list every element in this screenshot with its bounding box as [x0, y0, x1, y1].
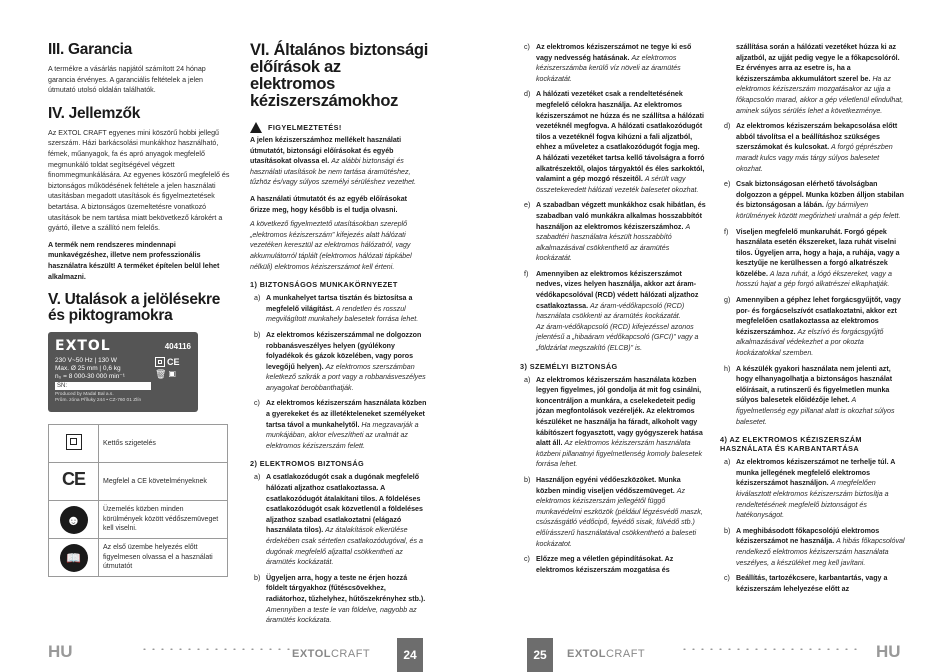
brand-right: EXTOLCRAFT	[567, 648, 646, 660]
page-number-right: 25	[527, 638, 553, 672]
model-number: 404116	[164, 341, 191, 351]
list-item: a) A csatlakozódugót csak a dugónak megfelelő hálózati aljzathoz csatlakoztassa. A csatlakozódugót átalakítani tilos. A földeléses csatlakozódugót csak közvetlenül a földeléses aljzathoz szabad csatlakoztatni (elágazó használata tilos). Az átalakítások elkerülése érdekében csak sértetlen csatlakozódugóval, és a dugónak megfelelő aljzattal csökkentheti az áramütés kockázatát.	[254, 473, 423, 567]
list-item: d) Az elektromos kéziszerszám bekapcsolása előtt abból távolítsa el a beállításhoz szükséges szerszámokat és kulcsokat. A forgó géprészben maradt kulcs vagy más tárgy súlyos balesetet okozhat.	[724, 122, 898, 173]
list-item: d) A hálózati vezetéket csak a rendeltetésének megfelelő célokra használja. Az elektromos kéziszerszámot ne húzza és ne szállítsa a hálózati vezetéknél megfogva. A hálózati csatlakozódugót tilos a vezetéknél fogva kihúzni a fali aljzatból, ehhez a műveletez a csatlakozódugót fogja meg. A hálózati vezetéket tartsa kellő távolságra a forró alkatrészektől, olajos tárgyaktól és éles sarkoktól, valamint a gép mozgó részeitől. A sérült vagy összetekeredett hálózati vezeték balesetet okozhat.	[524, 90, 705, 194]
list-item: c) Beállítás, tartozékcsere, karbantartás, vagy a kéziszerszám lehelyezése előtt az	[724, 574, 888, 593]
footer-dots-left	[140, 648, 290, 650]
list-item: f) Amennyiben az elektromos kéziszerszámot nedves, vizes helyen használja, akkor azt áram-védőkapcsolóval (RCD) védett hálózati aljzathoz csatlakoztassa. Az áram-védőkapcsoló (RCD) használata csökkenti az áramütés kockázatát. Az áram-védőkapcsoló (RCD) kifejezéssel azonos jelentésű a „hibaáram védőkapcsoló (GFCI)” vagy a „földzárlat megszakító (ELCB)” is.	[524, 269, 699, 353]
garancia-title: III. Garancia	[48, 41, 132, 58]
keep-bold: A használati útmutatót és az egyéb előírásokat őrizze meg, hogy később is el tudja olvasni.	[250, 194, 408, 214]
section-2-heading: 2) ELEKTROMOS BIZTONSÁG	[250, 459, 365, 469]
label-line3: n₀ = 8 000-30 000 min⁻¹	[55, 373, 125, 381]
right-column-2	[720, 42, 906, 599]
list-item: b) A meghibásodott főkapcsolójú elektromos kéziszerszámot ne használja. A hibás főkapcsolóval rendelkező elektromos kéziszerszám használata veszélyes, a készüléket meg kell javítani.	[724, 526, 905, 567]
list-item: f) Viseljen megfelelő munkaruhát. Forgó gépek használata esetén ékszereket, laza ruhát viselni tilos. Ügyeljen arra, hogy a haja, a ruhája, vagy a kesztyűje ne kerülhessen a forgó alkatrészek közelébe. A laza ruhát, a lógó ékszereket, vagy a hosszú hajat a gép forgó alkatrészei elkaphatják.	[724, 227, 900, 289]
left-column	[48, 42, 230, 577]
list-item: c) Az elektromos kéziszerszámot ne tegye ki eső vagy nedvesség hatásának. Az elektromos kéziszerszámba kerülő víz növeli az áramütés kockázatát.	[524, 43, 692, 83]
pictogram-row	[49, 425, 228, 463]
pictogram-row	[49, 501, 228, 539]
right-column-1	[520, 42, 706, 580]
garancia-text: A termékre a vásárlás napjától számított 24 hónap garancia érvényes. A garanciális feltételek a jelen útmutató utolsó oldalán találhatók.	[48, 65, 206, 95]
list-item: g) Amennyiben a géphez lehet forgácsgyűjtőt, vagy por- és forgácselszívót csatlakoztatni, akkor ezt megfelelően csatlakoztassa az elektromos kéziszerszámhoz. Az elszívó és forgácsgyűjtő alkalmazásával védekezhet a por okozta kockázatokkal szemben.	[724, 296, 901, 358]
jellemzok-bold: A termék nem rendszeres mindennapi munkavégzéshez, illetve nem professzionális használatra készült! A terméket építelen belül lehet alkalmazni.	[48, 240, 220, 281]
section-4-heading: 4) AZ ELEKTROMOS KÉZISZERSZÁM HASZNÁLATA ÉS KARBANTARTÁSA	[720, 435, 862, 454]
warning-icon	[250, 122, 262, 133]
label-line1: 230 V~50 Hz | 130 W	[55, 357, 117, 365]
list-item: e) Csak biztonságosan elérhető távolságban dolgozzon a géppel. Munka közben álljon stabilan és biztonságosan a lábán. Így bármilyen körülmények között megőrizheti uralmát a gép felett.	[724, 180, 904, 220]
list-item: a) A munkahelyet tartsa tisztán és biztosítsa a megfelelő világítást. A rendetlen és rosszul megvilágított munkahely balesetek forrása lehet.	[254, 294, 419, 324]
pictogram-row	[49, 463, 228, 501]
read-manual-icon: 📖	[60, 544, 88, 572]
protective-equipment-icon: ☻	[60, 506, 88, 534]
section-1-heading: 1) BIZTONSÁGOS MUNKAKÖRNYEZET	[250, 280, 398, 290]
warning-head: FIGYELMEZTETÉS!	[268, 123, 342, 132]
manual-icon: ▣	[168, 369, 176, 379]
list-item-continued: szállítása során a hálózati vezetéket húzza ki az aljzatból, az ujját pedig vegye le a főkapcsolóról. Ez érvényes arra az esetre is, ha a kéziszerszámba akkumulátort szerel be. Ha az elektromos kéziszerszám mozgatásakor az ujja a főkapcsolón marad, akkor a gép véletlenül elindulhat, aminek súlyos sérülés lehet a következménye.	[736, 43, 904, 115]
double-insulation-icon	[66, 434, 82, 450]
list-item: c) Az elektromos kéziszerszám használata közben a gyerekeket és az illetékteleneket személyeket tartsa távol a munkahelytől. Ha megzavarják a munkájában, akkor elveszítheti az uralmát az elektromos kéziszerszám felett.	[254, 399, 427, 450]
ce-mark-icon: CE	[61, 468, 85, 489]
list-item: a) Az elektromos kéziszerszámot ne terhelje túl. A munka jellegének megfelelő elektromos kéziszerszámot használjon. A megfelelően kiválasztott elektromos kéziszerszám biztosítja a rendeltetésének megfelelő biztonságot és hatékonyságot.	[724, 458, 896, 520]
list-item: b) Ügyeljen arra, hogy a teste ne érjen hozzá földelt tárgyakhoz (fűtéscsövekhez, radiátorhoz, tűzhelyhez, hűtőszekrényhez stb.). Amennyiben a teste le van földelve, nagyobb az áramütés kockázata.	[254, 573, 426, 625]
pictogram-text: Üzemelés közben minden körülmények között védőszemüveget kell viselni.	[99, 501, 228, 539]
language-code-left: HU	[48, 642, 73, 661]
warning-italic: Az alábbi biztonsági és használati utasítások be nem tartása áramütéshez, tűzhöz és/vagy súlyos személyi sérüléshez vezethet.	[250, 157, 416, 187]
pictogram-text: Kettős szigetelés	[99, 425, 228, 463]
jellemzok-title: IV. Jellemzők	[48, 104, 141, 122]
list-item: b) Az elektromos kéziszerszámmal ne dolgozzon robbanásveszélyes helyen (gyúlékony folyadékok és gázok közelében, vagy poros levegőjű helyen). Az elektromos szerszámban keletkező szikrák a port vagy a robbanásveszélyes anyagokat berobbanthatják.	[254, 330, 426, 392]
keep-italic: A következő figyelmeztető utasításokban szereplő „elektromos kéziszerszám” kifejezés alatt hálózati vezetéken keresztül az elektromos hálózatról, vagy akkumulátorról táplált (elektromos hálózati tápkábel nélküli) elektromos kéziszerszámot kell érteni.	[250, 220, 412, 271]
page-number-left: 24	[397, 638, 423, 672]
extol-logo: EXTOL	[55, 338, 111, 355]
section-3-heading: 3) SZEMÉLYI BIZTONSÁG	[520, 361, 618, 371]
footer-dots-right	[680, 648, 860, 650]
ce-icon: CE	[167, 357, 180, 368]
utalasok-title: V. Utalások a jelölésekre és piktogramokra	[48, 291, 221, 325]
list-item: a) Az elektromos kéziszerszám használata közben legyen figyelmes, jól gondolja át mit fog csinálni, koncentráljon a munkára, a cselekedeteit pedig józan megfontolások vezéreljék. Az elektromos készüléket ne használja ha fáradt, alkoholt vagy kábítószert fogyasztott, vagy gyógyszerek hatása alatt áll. Az elektromos kéziszerszám használata közbeni pillanatnyi figyelmetlenség komoly balesetek forrása lehet.	[524, 375, 703, 469]
double-insulation-icon	[155, 357, 165, 367]
list-item: e) A szabadban végzett munkákhoz csak hibátlan, és szabadban való munkákra alkalmas hosszabbítót használjon az elektromos kéziszerszámhoz. A szabadtéri használatra készült hosszabbító alkalmazásával csökkenthető az áramütés kockázatát.	[524, 201, 706, 263]
rating-label	[48, 332, 198, 412]
serial-field: SN:	[55, 382, 151, 390]
list-item: b) Használjon egyéni védőeszközöket. Munka közben mindig viseljen védőszemüveget. Az elektromos kéziszerszám jellegétől függő munkavédelmi eszközök (például légzésvédő maszk, csúszásgátló védőcipő, fejvédő sisak, fülvédő stb.) előírásszerű használatával csökkenthetó a baleseti kockázatot.	[524, 475, 703, 548]
page-footer	[0, 638, 950, 672]
producer-line1: Produced by Madal Bal a.s.	[55, 392, 114, 398]
warning-bold: A jelen kéziszerszámhoz mellékelt használati útmutatót, biztonsági előírásokat és egyéb utasításokat olvassa el.	[250, 136, 402, 166]
safety-title: VI. Általános biztonsági előírások az elektromos kéziszerszámokhoz	[250, 41, 428, 110]
middle-column	[250, 42, 428, 631]
label-line2: Max. Ø 25 mm | 0,6 kg	[55, 365, 121, 373]
pictogram-text: Az első üzembe helyezés előtt figyelmesen olvassa el a használati útmutatót	[99, 539, 228, 577]
pictogram-table	[48, 424, 228, 577]
list-item: c) Előzze meg a véletlen gépindításokat. Az elektromos kéziszerszám mozgatása és	[524, 555, 674, 574]
language-code-right: HU	[876, 642, 901, 661]
pictogram-row	[49, 539, 228, 577]
weee-icon: 🗑	[155, 369, 167, 380]
list-item: h) A készülék gyakori használata nem jelenti azt, hogy elhanyagolhatja a biztonságos használat előírásait, a rutinszerű és figyelmetlen munka súlyos balesetek előidézője lehet. A figyelmetlenség egy pillanat alatt is okozhat súlyos balesetet.	[724, 364, 895, 426]
producer-line2: Prům. zóna Příluky 244 • CZ-760 01 Zlín	[55, 398, 142, 404]
pictogram-text: Megfelel a CE követelményeknek	[99, 463, 228, 501]
jellemzok-text: Az EXTOL CRAFT egyenes mini köszörű hobbi jellegű szerszám. Házi barkácsolási munkákhoz használható, fémek, műanyagok, fa és apró anyagok megfelelő megmunkáló toldat segítségével végzett finommegmunkálására. Az egyenes köszörű megfelelő és biztonságos működésének feltétele a jelen használati utasításban megadott utasítások és figyelmeztetések betartása. A biztonságos üzemeltetésre vonatkozó utasítások be nem tartása miatt bekövetkező károkért a gyártó, illetve a szállító nem felelős.	[48, 128, 230, 233]
brand-left: EXTOLCRAFT	[292, 648, 371, 660]
